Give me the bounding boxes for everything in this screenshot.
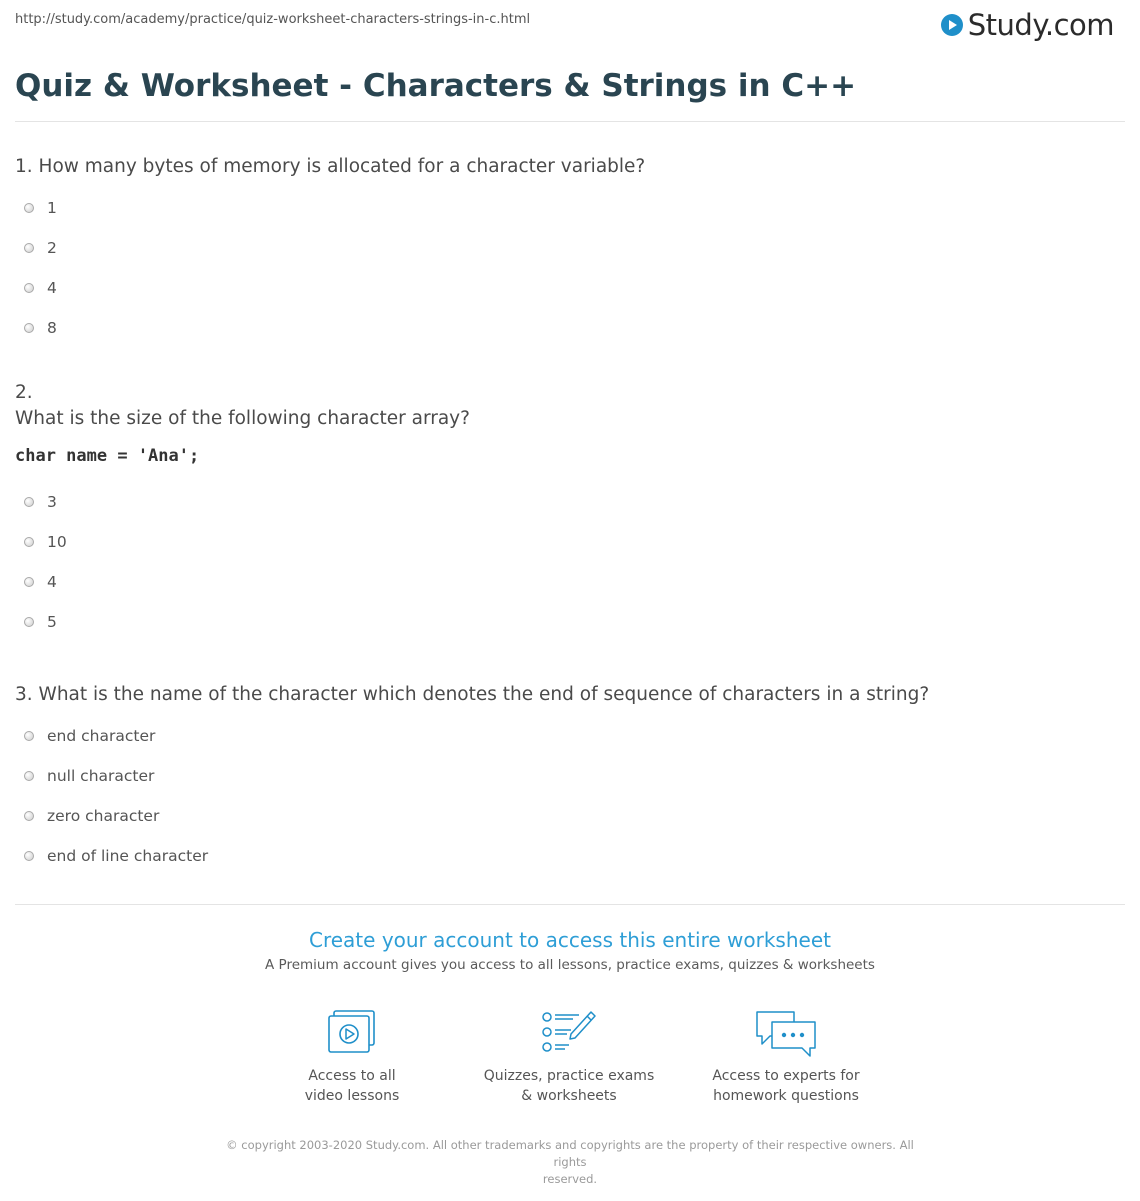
answer-option[interactable] [15, 602, 1125, 642]
copyright-footer: © copyright 2003-2020 Study.com. All other trademarks and copyrights are the property of their respective owners. All rights reserved. [226, 1138, 914, 1186]
answer-option[interactable] [15, 482, 1125, 522]
question-2 [15, 380, 1125, 642]
option-label: 8 [47, 319, 57, 337]
radio-button[interactable] [24, 851, 34, 861]
radio-button[interactable] [24, 811, 34, 821]
option-label: 10 [47, 533, 67, 551]
option-label: end character [47, 727, 156, 745]
radio-button[interactable] [24, 203, 34, 213]
option-label: null character [47, 767, 155, 785]
answer-options [15, 482, 1125, 642]
feature-experts [686, 1008, 886, 1106]
answer-option[interactable] [15, 756, 1125, 796]
logo-text: Study.com [967, 8, 1114, 42]
answer-option[interactable] [15, 716, 1125, 756]
feature-label: Quizzes, practice exams & worksheets [483, 1068, 655, 1104]
radio-button[interactable] [24, 771, 34, 781]
feature-list [0, 1008, 1140, 1118]
radio-button[interactable] [24, 497, 34, 507]
option-label: 1 [47, 199, 57, 217]
cta-subtitle: A Premium account gives you access to all lessons, practice exams, quizzes & worksheets [265, 957, 875, 973]
option-label: 3 [47, 493, 57, 511]
radio-button[interactable] [24, 537, 34, 547]
radio-button[interactable] [24, 243, 34, 253]
question-1 [15, 154, 1125, 348]
feature-quizzes [469, 1008, 669, 1106]
option-label: zero character [47, 807, 160, 825]
option-label: 5 [47, 613, 57, 631]
play-logo-icon [940, 13, 964, 37]
quiz-checklist-icon [541, 1008, 597, 1056]
cta-title-link[interactable]: Create your account to access this entire worksheet [309, 928, 831, 952]
option-label: end of line character [47, 847, 209, 865]
radio-button[interactable] [24, 323, 34, 333]
option-label: 4 [47, 573, 57, 591]
question-text: 1. How many bytes of memory is allocated for a character variable? [15, 156, 646, 177]
page-url: http://study.com/academy/practice/quiz-worksheet-characters-strings-in-c.html [15, 12, 531, 27]
code-snippet: char name = 'Ana'; [15, 446, 200, 466]
option-label: 4 [47, 279, 57, 297]
feature-label: Access to experts for homework questions [712, 1068, 860, 1104]
study-logo[interactable] [940, 8, 1114, 42]
answer-option[interactable] [15, 228, 1125, 268]
radio-button[interactable] [24, 731, 34, 741]
answer-option[interactable] [15, 188, 1125, 228]
question-text: 3. What is the name of the character which denotes the end of sequence of characters in a string? [15, 684, 930, 705]
answer-option[interactable] [15, 268, 1125, 308]
video-lessons-icon [326, 1008, 378, 1056]
answer-option[interactable] [15, 836, 1125, 876]
option-label: 2 [47, 239, 57, 257]
title-divider [15, 121, 1125, 122]
answer-options [15, 716, 1125, 876]
answer-option[interactable] [15, 308, 1125, 348]
feature-video-lessons [252, 1008, 452, 1106]
answer-option[interactable] [15, 562, 1125, 602]
radio-button[interactable] [24, 283, 34, 293]
question-number: 2. [15, 382, 33, 403]
cta-divider [15, 904, 1125, 905]
page-title: Quiz & Worksheet - Characters & Strings in C++ [15, 68, 857, 104]
radio-button[interactable] [24, 577, 34, 587]
chat-experts-icon [754, 1008, 818, 1060]
answer-option[interactable] [15, 522, 1125, 562]
question-3 [15, 682, 1125, 876]
radio-button[interactable] [24, 617, 34, 627]
feature-label: Access to all video lessons [304, 1068, 400, 1104]
answer-option[interactable] [15, 796, 1125, 836]
question-text: What is the size of the following character array? [15, 408, 470, 429]
answer-options [15, 188, 1125, 348]
